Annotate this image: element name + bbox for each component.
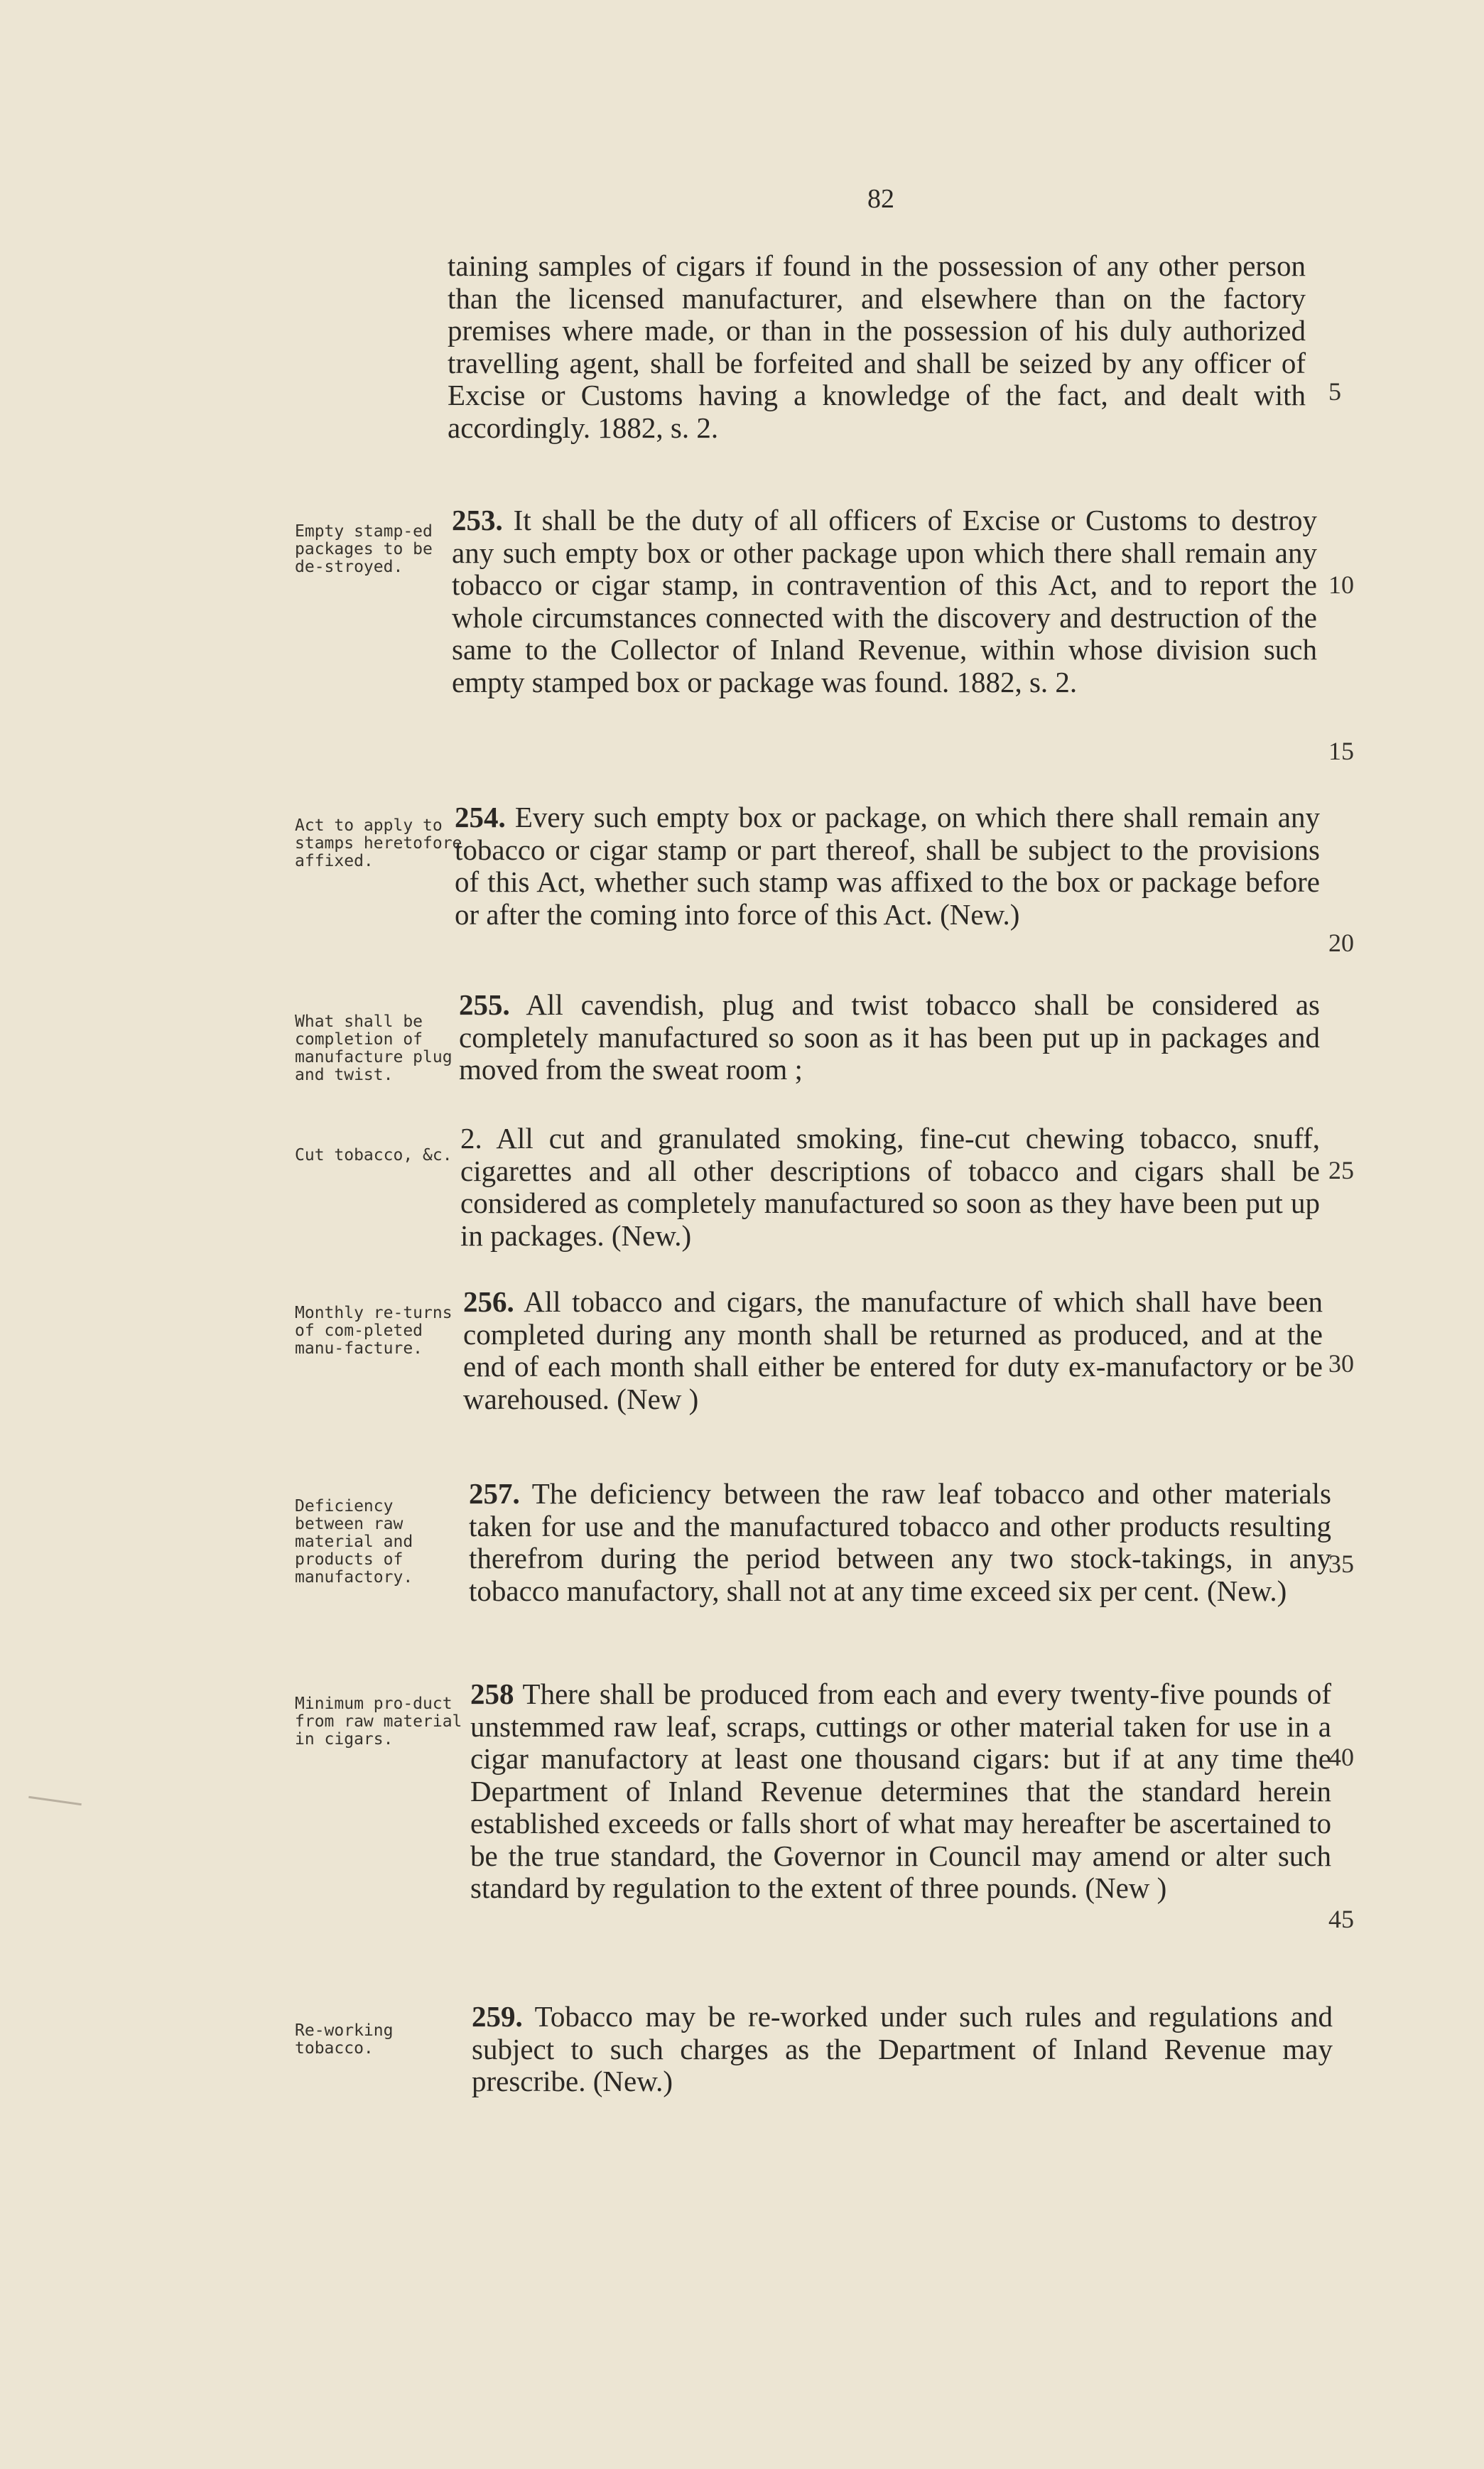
page-number: 82 — [867, 184, 894, 214]
margin-note-258: Minimum pro-duct from raw material in cigars. — [295, 1695, 462, 1749]
section-number: 253. — [452, 504, 503, 536]
line-number: 30 — [1328, 1349, 1354, 1378]
section-number: 2. — [460, 1122, 482, 1155]
section-255-2 — [460, 1123, 1320, 1252]
section-number: 254. — [455, 801, 506, 833]
line-number: 45 — [1328, 1905, 1354, 1933]
section-text: Tobacco may be re-worked under such rules and regulations and subject to such charges as the Department of Inland Revenue may prescribe. (New.) — [472, 2000, 1333, 2097]
section-number: 259. — [472, 2000, 523, 2033]
section-number: 257. — [469, 1477, 520, 1510]
line-number: 35 — [1328, 1550, 1354, 1578]
line-number: 20 — [1328, 929, 1354, 957]
line-number: 10 — [1328, 571, 1354, 599]
section-256 — [463, 1286, 1323, 1415]
line-number: 15 — [1328, 737, 1354, 765]
margin-note-256: Monthly re-turns of com-pleted manu-facture. — [295, 1304, 453, 1358]
margin-note-253: Empty stamp-ed packages to be de-stroyed. — [295, 522, 433, 576]
margin-note-255: What shall be completion of manufacture plug and twist. — [295, 1012, 453, 1084]
margin-note-254: Act to apply to stamps heretofore affixed. — [295, 816, 462, 870]
section-text: All cut and granulated smoking, fine-cut chewing tobacco, snuff, cigarettes and all other descriptions of tobacco and cigars shall be considered as completely manufactured so soon as they have been put up in packages. (New.) — [460, 1122, 1320, 1252]
section-255 — [459, 989, 1320, 1086]
section-text: The deficiency between the raw leaf tobacco and other materials taken for use and the manufactured tobacco and other products resulting therefrom during the period between any two stock-takings, in any tobacco manufactory, shall not at any time exceed six per cent. (New.) — [469, 1477, 1331, 1607]
section-259 — [472, 2001, 1333, 2098]
section-text: There shall be produced from each and every twenty-five pounds of unstemmed raw leaf, scraps, cuttings or other material taken for use in a cigar manufactory at least one thousand cigars: but if at any time the Department of Inland Revenue determines that the standard herein established exceeds or falls short of what may hereafter be ascertained to be the true standard, the Governor in Council may amend or alter such standard by regulation to the extent of three pounds. (New ) — [470, 1677, 1332, 1904]
line-number: 25 — [1328, 1156, 1354, 1184]
line-number: 40 — [1328, 1743, 1354, 1771]
section-number: 256. — [463, 1285, 514, 1318]
section-257 — [469, 1478, 1331, 1607]
line-number: 5 — [1328, 377, 1341, 406]
section-258 — [470, 1678, 1331, 1905]
section-text: Every such empty box or package, on which there shall remain any tobacco or cigar stamp or part thereof, shall be subject to the provisions of this Act, whether such stamp was affixed to the box or package before or after the coming into force of this Act. (New.) — [455, 801, 1320, 931]
section-254 — [455, 801, 1320, 931]
section-number: 255. — [459, 988, 510, 1021]
margin-note-255-2: Cut tobacco, &c. — [295, 1146, 453, 1165]
section-text: All tobacco and cigars, the manufacture of which shall have been completed during any month shall be returned as produced, and at the end of each month shall either be entered for duty ex-manufactory or be warehoused. (New ) — [463, 1285, 1323, 1415]
continuation-paragraph: taining samples of cigars if found in the possession of any other person than the licensed manufacturer, and elsewhere than on the factory premises where made, or than in the possession of his duly authorized travelling agent, shall be forfeited and shall be seized by any officer of Excise or Customs having a knowledge of the fact, and dealt with accordingly. 1882, s. 2. — [448, 249, 1306, 444]
section-253 — [452, 504, 1317, 698]
section-text: All cavendish, plug and twist tobacco shall be considered as completely manufactured so soon as it has been put up in packages and moved from the sweat room ; — [459, 988, 1320, 1086]
margin-note-259: Re-working tobacco. — [295, 2021, 394, 2058]
margin-note-257: Deficiency between raw material and products of manufactory. — [295, 1497, 413, 1587]
margin-stray-mark — [28, 1796, 82, 1805]
section-text: It shall be the duty of all officers of Excise or Customs to destroy any such empty box or other package upon which there shall remain any tobacco or cigar stamp, in contravention of this Act, and to report the whole circumstances connected with the discovery and destruction of the same to the Collector of Inland Revenue, within whose division such empty stamped box or package was found. 1882, s. 2. — [452, 504, 1318, 698]
section-number: 258 — [470, 1677, 514, 1710]
